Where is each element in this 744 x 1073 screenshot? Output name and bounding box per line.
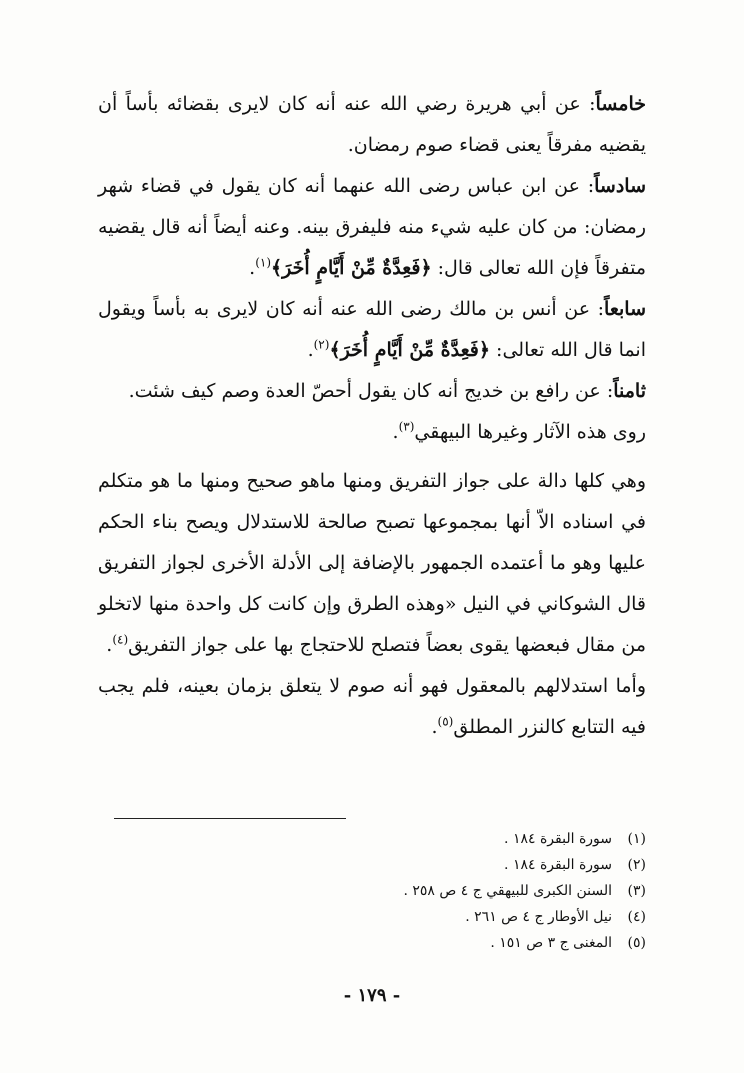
paragraph-text: روى هذه الآثار وغيرها البيهقي: [414, 421, 646, 443]
footnote-reference: (٤): [112, 632, 129, 647]
paragraph-fifth: [98, 84, 646, 166]
quran-verse: ﴿فَعِدَّةٌ مِّنْ أَيَّامٍ أُخَرَ﴾: [271, 257, 432, 279]
footnote-text: سورة البقرة ١٨٤ .: [504, 857, 612, 873]
footnote-reference: (١): [255, 255, 272, 270]
quran-verse: ﴿فَعِدَّةٌ مِّنْ أَيَّامٍ أُخَرَ﴾: [329, 339, 490, 361]
paragraph-end: .: [106, 634, 113, 656]
footnote-item: [98, 852, 646, 878]
footnote-item: [98, 878, 646, 904]
paragraph-text: : عن ابن عباس رضى الله عنهما أنه كان يقول في قضاء شهر رمضان: من كان عليه شيء منه فليفرق بينه. وعنه أيضاً أنه قال يقضيه متفرقاً فإن الله تعالى قال:: [98, 175, 646, 279]
footnote-reference: (٥): [437, 714, 454, 729]
footnote-number: (٤): [627, 909, 646, 925]
paragraph-text: : عن أنس بن مالك رضى الله عنه أنه كان لايرى به بأساً ويقول انما قال الله تعالى:: [98, 298, 646, 361]
footnote-text: نيل الأوطار ج ٤ ص ٢٦١ .: [465, 909, 612, 925]
main-text: [98, 84, 646, 748]
footnote-reference: (٣): [398, 419, 415, 434]
paragraph-text: وأما استدلالهم بالمعقول فهو أنه صوم لا يتعلق بزمان بعينه، فلم يجب فيه التتابع كالنزر المطلق: [98, 675, 646, 738]
paragraph-reasoning: [98, 666, 646, 748]
page-number: - ١٧٩ -: [343, 985, 401, 1006]
paragraph-end: .: [431, 716, 438, 738]
footnote-text: السنن الكبرى للبيهقي ج ٤ ص ٢٥٨ .: [403, 883, 612, 899]
paragraph-sixth: [98, 166, 646, 289]
footnote-reference: (٢): [313, 337, 330, 352]
paragraph-end: .: [249, 257, 256, 279]
paragraph-text: وهي كلها دالة على جواز التفريق ومنها ماهو صحيح ومنها ما هو متكلم في اسناده الاّ أنها بمجموعها تصبح صالحة للاستدلال ويصح بناء الحكم عليها وهو ما أعتمده الجمهور بالإضافة إلى الأدلة الأخرى لجواز التفريق قال الشوكاني في النيل «وهذه الطرق وإن كانت كل واحدة منها لاتخلو من مقال فبعضها يقوى بعضاً فتصلح للاحتجاج بها على جواز التفريق: [98, 470, 646, 656]
paragraph-end: .: [307, 339, 314, 361]
footnote-divider: [114, 818, 346, 819]
footnote-number: (٥): [627, 935, 646, 951]
paragraph-seventh: [98, 289, 646, 371]
paragraph-text: : عن أبي هريرة رضي الله عنه أنه كان لايرى بقضائه بأساً أن يقضيه مفرقاً يعنى قضاء صوم رمضان.: [98, 93, 646, 156]
footnote-number: (١): [627, 831, 646, 847]
footnote-number: (٢): [627, 857, 646, 873]
footnote-text: المغنى ج ٣ ص ١٥١ .: [490, 935, 612, 951]
paragraph-lead: سابعاً: [604, 298, 646, 320]
footnote-item: [98, 930, 646, 956]
paragraph-lead: سادساً: [594, 175, 646, 197]
footnote-item: [98, 826, 646, 852]
footnote-item: [98, 904, 646, 930]
paragraph-lead: خامساً: [595, 93, 646, 115]
paragraph-bayhaqi: [98, 412, 646, 453]
paragraph-lead: ثامناً: [613, 380, 646, 402]
paragraph-eighth: [98, 371, 646, 412]
footnote-number: (٣): [627, 883, 646, 899]
paragraph-text: : عن رافع بن خديج أنه كان يقول أحصّ العدة وصم كيف شئت.: [128, 380, 614, 402]
footnote-text: سورة البقرة ١٨٤ .: [504, 831, 612, 847]
paragraph-evidence: [98, 461, 646, 666]
footnotes-list: [98, 826, 646, 956]
paragraph-end: .: [392, 421, 399, 443]
